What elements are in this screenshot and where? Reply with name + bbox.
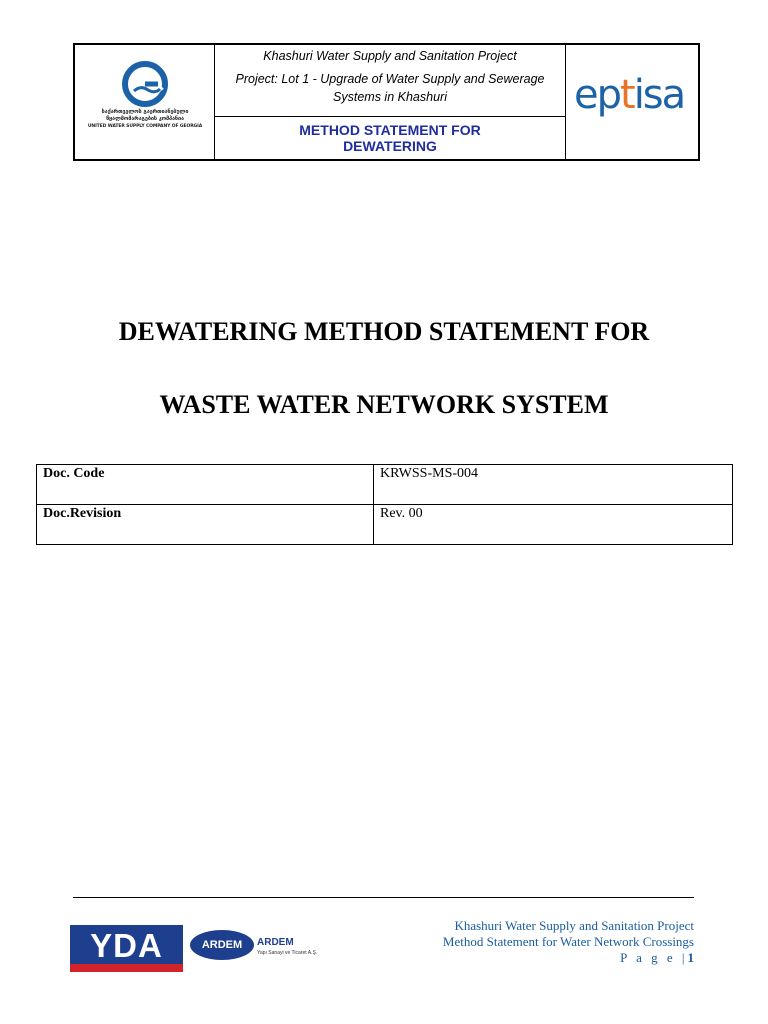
page-indicator: P a g e |1 xyxy=(620,950,694,965)
document-title-line2: WASTE WATER NETWORK SYSTEM xyxy=(159,390,609,419)
yda-logo: YDA xyxy=(70,925,183,972)
ardem-logo: ARDEM xyxy=(190,930,254,960)
doc-code-value: KRWSS-MS-004 xyxy=(374,465,733,505)
footer-document-name: Method Statement for Water Network Crossings xyxy=(442,934,694,949)
footer-divider xyxy=(73,897,694,898)
ardem-name: ARDEM xyxy=(257,937,294,948)
doc-info-table xyxy=(36,464,733,545)
ugc-logo-icon xyxy=(122,61,168,107)
header-center xyxy=(215,45,566,159)
table-row xyxy=(37,505,733,545)
document-header xyxy=(73,43,700,161)
header-project-info xyxy=(215,45,565,117)
doc-revision-value: Rev. 00 xyxy=(374,505,733,545)
table-row xyxy=(37,465,733,505)
document-title-line1: DEWATERING METHOD STATEMENT FOR xyxy=(118,317,650,346)
project-line: Project: Lot 1 - Upgrade of Water Supply and Sewerage Systems in Khashuri xyxy=(235,72,545,104)
page-number: 1 xyxy=(687,950,694,965)
eptisa-logo-text: eptisa xyxy=(574,72,685,118)
project-name: Khashuri Water Supply and Sanitation Project xyxy=(263,49,517,63)
footer-info xyxy=(443,918,694,966)
ugc-logo xyxy=(75,45,215,159)
doc-revision-label: Doc.Revision xyxy=(37,505,374,545)
eptisa-logo xyxy=(566,45,698,159)
doc-code-label: Doc. Code xyxy=(37,465,374,505)
method-statement-label: METHOD STATEMENT FOR DEWATERING xyxy=(299,122,481,154)
ugc-logo-text: საქართველოს გაერთიანებული წყალმომარაგების კომპანია UNITED WATER SUPPLY COMPANY OF GEORGIA xyxy=(87,109,203,129)
ardem-subtitle: Yapı Sanayi ve Ticaret A.Ş. xyxy=(257,950,318,956)
footer-project-name: Khashuri Water Supply and Sanitation Project xyxy=(454,918,694,933)
